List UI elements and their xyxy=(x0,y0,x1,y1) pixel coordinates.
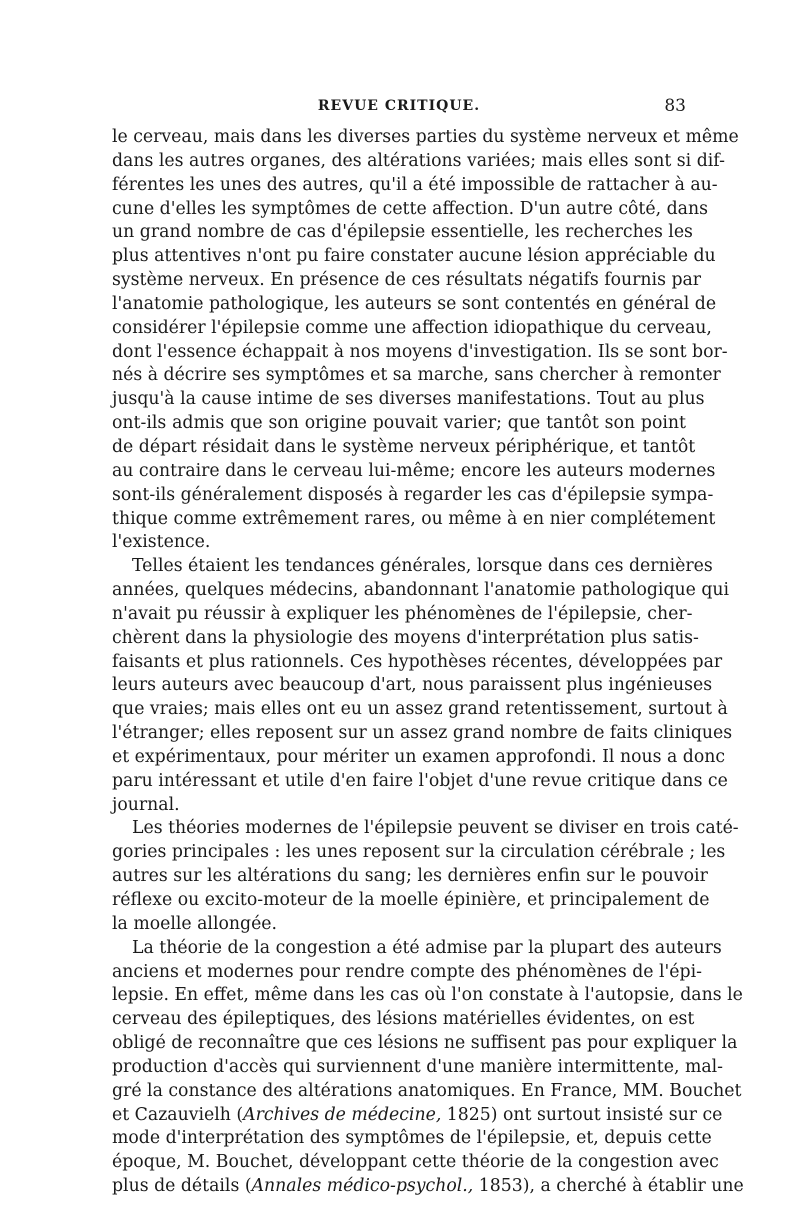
text-line: ont-ils admis que son origine pouvait varier; que tantôt son point xyxy=(112,413,686,434)
text-line: sont-ils généralement disposés à regarder les cas d'épilepsie sympa- xyxy=(112,484,714,505)
text-line: faisants et plus rationnels. Ces hypothèses récentes, développées par xyxy=(112,651,723,672)
text-line: le cerveau, mais dans les diverses parties du système nerveux et même xyxy=(112,127,739,147)
citation-italic: Archives de médecine, xyxy=(243,1104,442,1125)
text-line: production d'accès qui surviennent d'une manière intermittente, mal- xyxy=(112,1056,724,1077)
text-line: gories principales : les unes reposent sur la circulation cérébrale ; les xyxy=(112,842,726,863)
text-line: n'avait pu réussir à expliquer les phénomènes de l'épilepsie, cher- xyxy=(112,603,693,624)
text-line: plus attentives n'ont pu faire constater aucune lésion appréciable du xyxy=(112,246,716,267)
text-line-paragraph-end: l'existence. xyxy=(112,532,211,553)
text-line-paragraph-end: la moelle allongée. xyxy=(112,913,278,934)
running-title: REVUE CRITIQUE. xyxy=(317,98,481,114)
text-line: anciens et modernes pour rendre compte des phénomènes de l'épi- xyxy=(112,961,702,982)
citation-italic: Annales médico-psychol., xyxy=(251,1176,474,1197)
text-line: paru intéressant et utile d'en faire l'objet d'une revue critique dans ce xyxy=(112,770,728,791)
text-line: et expérimentaux, pour mériter un examen approfondi. Il nous a donc xyxy=(112,746,726,767)
text-line: dans les autres organes, des altérations variées; mais elles sont si dif- xyxy=(112,150,725,171)
text-line: cerveau des épileptiques, des lésions matérielles évidentes, on est xyxy=(112,1009,695,1030)
text-line: époque, M. Bouchet, développant cette théorie de la congestion avec xyxy=(112,1152,719,1173)
text-line: nés à décrire ses symptômes et sa marche, sans chercher à remonter xyxy=(112,365,721,386)
text-line: que vraies; mais elles ont eu un assez grand retentissement, surtout à xyxy=(112,699,728,720)
text-line: thique comme extrêmement rares, ou même à en nier complétement xyxy=(112,508,716,529)
text-line: l'anatomie pathologique, les auteurs se sont contentés en général de xyxy=(112,293,717,314)
text-segment: et Cazauvielh ( xyxy=(112,1104,244,1125)
text-line: au contraire dans le cerveau lui-même; encore les auteurs modernes xyxy=(112,460,716,481)
text-line: réflexe ou excito-moteur de la moelle épinière, et principalement de xyxy=(112,890,710,910)
text-line: autres sur les altérations du sang; les dernières enfin sur le pouvoir xyxy=(112,866,708,887)
page xyxy=(112,96,744,1199)
text-line: système nerveux. En présence de ces résultats négatifs fournis par xyxy=(112,270,702,291)
text-line: considérer l'épilepsie comme une affection idiopathique du cerveau, xyxy=(112,317,712,338)
text-line: de départ résidait dans le système nerveux périphérique, et tantôt xyxy=(112,436,696,457)
text-line-paragraph-start: Telles étaient les tendances générales, lorsque dans ces dernières xyxy=(132,556,713,577)
text-line-paragraph-start: La théorie de la congestion a été admise par la plupart des auteurs xyxy=(132,937,722,958)
text-segment: 1825) ont surtout insisté sur ce xyxy=(441,1104,723,1125)
text-line-paragraph-start: Les théories modernes de l'épilepsie peuvent se diviser en trois caté- xyxy=(132,818,739,839)
body-text xyxy=(112,126,744,1199)
text-line-paragraph-end: journal. xyxy=(112,794,180,815)
text-line: mode d'interprétation des symptômes de l'épilepsie, et, depuis cette xyxy=(112,1128,712,1149)
text-line: obligé de reconnaître que ces lésions ne suffisent pas pour expliquer la xyxy=(112,1033,738,1054)
text-line: l'étranger; elles reposent sur un assez grand nombre de faits cliniques xyxy=(112,723,733,744)
text-segment: plus de détails ( xyxy=(112,1176,252,1197)
text-line: férentes les unes des autres, qu'il a été impossible de rattacher à au- xyxy=(112,174,718,195)
text-line: années, quelques médecins, abandonnant l'anatomie pathologique qui xyxy=(112,580,730,601)
text-line-with-citation xyxy=(112,1175,744,1199)
text-line-with-citation xyxy=(112,1104,723,1128)
page-number: 83 xyxy=(664,96,686,116)
text-line: un grand nombre de cas d'épilepsie essentielle, les recherches les xyxy=(112,222,693,243)
text-line: lepsie. En effet, même dans les cas où l'on constate à l'autopsie, dans le xyxy=(112,985,743,1006)
text-line: dont l'essence échappait à nos moyens d'investigation. Ils se sont bor- xyxy=(112,341,728,362)
text-line: jusqu'à la cause intime de ses diverses manifestations. Tout au plus xyxy=(112,389,705,410)
text-line: chèrent dans la physiologie des moyens d'interprétation plus satis- xyxy=(112,627,699,648)
text-line: cune d'elles les symptômes de cette affection. D'un autre côté, dans xyxy=(112,198,708,219)
running-header xyxy=(112,96,686,126)
text-line: gré la constance des altérations anatomiques. En France, MM. Bouchet xyxy=(112,1080,742,1101)
text-segment: 1853), a cherché à établir une xyxy=(473,1176,744,1197)
text-line: leurs auteurs avec beaucoup d'art, nous paraissent plus ingénieuses xyxy=(112,675,713,696)
